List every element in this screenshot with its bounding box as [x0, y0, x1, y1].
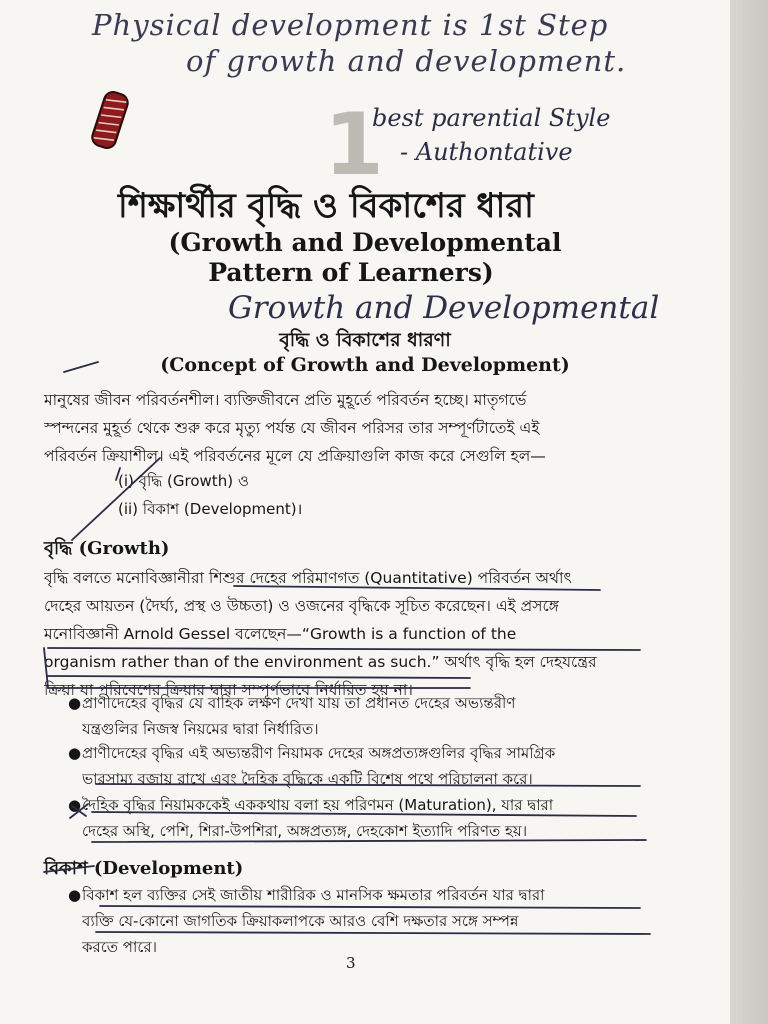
chapter-title-english-line1: (Growth and Developmental: [168, 228, 562, 257]
bullet-dot-icon: ●: [68, 694, 82, 712]
page-edge-shadow: [730, 0, 768, 1024]
intro-line: মানুষের জীবন পরিবর্তনশীল। ব্যক্তিজীবনে প্রতি মুহূর্তে পরিবর্তন হচ্ছে। মাতৃগর্ভে: [44, 391, 527, 409]
intro-paragraph: [44, 386, 644, 470]
bullet-line: বিকাশ হল ব্যক্তির সেই জাতীয় শারীরিক ও মানসিক ক্ষমতার পরিবর্তন যার দ্বারা: [82, 886, 545, 904]
growth-heading: বৃদ্ধি (Growth): [44, 538, 170, 559]
growth-line: মনোবিজ্ঞানী Arnold Gessel বলেছেন—“Growth is a function of the: [44, 625, 517, 643]
growth-line: organism rather than of the environment as such.” অর্থাৎ বৃদ্ধি হল দেহযন্ত্রের: [44, 653, 597, 671]
growth-line: দেহের আয়তন (দৈর্ঘ্য, প্রস্থ ও উচ্চতা) ও ওজনের বৃদ্ধিকে সূচিত করেছেন। এই প্রসঙ্গে: [44, 597, 559, 615]
growth-line: বৃদ্ধি বলতে মনোবিজ্ঞানীরা শিশুর দেহের পরিমাণগত (Quantitative) পরিবর্তন অর্থাৎ: [44, 569, 572, 587]
handwritten-note-top-line2: of growth and development.: [186, 44, 627, 78]
pen-doodle-icon: [88, 86, 132, 154]
bullet-line: ব্যক্তি যে-কোনো জাগতিক ক্রিয়াকলাপকে আরও বেশি দক্ষতার সঙ্গে সম্পন্ন: [82, 912, 519, 930]
bullet-dot-icon: ●: [68, 886, 82, 904]
handwritten-note-top-line1: Physical development is 1st Step: [92, 8, 609, 42]
section-title-concept-bengali: বৃদ্ধি ও বিকাশের ধারণা: [279, 329, 451, 351]
growth-bullet-3: [68, 792, 652, 844]
handwritten-note-parenting-line1: best parential Style: [372, 104, 611, 132]
chapter-title-bengali: শিক্ষার্থীর বৃদ্ধি ও বিকাশের ধারা: [118, 186, 534, 226]
development-heading: বিকাশ (Development): [44, 858, 244, 879]
bullet-line: প্রাণীদেহের বৃদ্ধির যে বাহিক লক্ষণ দেখা যায় তা প্রধানত দেহের অভ্যন্তরীণ: [82, 694, 516, 712]
page-number: 3: [346, 954, 356, 972]
chapter-number: 1: [324, 95, 384, 195]
handwritten-note-under-title: Growth and Developmental: [228, 290, 660, 326]
bullet-line: দৈহিক বৃদ্ধির নিয়ামককেই এককথায় বলা হয় পরিণমন (Maturation), যার দ্বারা: [82, 796, 554, 814]
bullet-line: দেহের অস্থি, পেশি, শিরা-উপশিরা, অঙ্গপ্রত্যঙ্গ, দেহকোশ ইত্যাদি পরিণত হয়।: [82, 822, 528, 840]
growth-line: ক্রিয়া যা পরিবেশের ক্রিয়ার দ্বারা সম্পূর্ণভাবে নির্ধারিত হয় না।: [44, 681, 413, 699]
bullet-line: করতে পারে।: [82, 938, 157, 956]
intro-line: পরিবর্তন ক্রিয়াশীল। এই পরিবর্তনের মূলে যে প্রক্রিয়াগুলি কাজ করে সেগুলি হল—: [44, 447, 546, 465]
bullet-line: ভারসাম্য বজায় রাখে এবং দৈহিক বৃদ্ধিকে একটি বিশেষ পথে পরিচালনা করে।: [82, 770, 533, 788]
development-bullet: [68, 882, 652, 960]
bullet-dot-icon: ●: [68, 796, 82, 814]
intro-line: স্পন্দনের মুহূর্ত থেকে শুরু করে মৃত্যু পর্যন্ত যে জীবন পরিসর তার সম্পূর্ণটাতেই এই: [44, 419, 540, 437]
section-title-concept-english: (Concept of Growth and Development): [160, 354, 570, 376]
process-list-item-growth: (i) বৃদ্ধি (Growth) ও: [118, 472, 249, 490]
bullet-line: প্রাণীদেহের বৃদ্ধির এই অভ্যন্তরীণ নিয়ামক দেহের অঙ্গপ্রত্যঙ্গগুলির বৃদ্ধির সামগ্রিক: [82, 744, 556, 762]
growth-paragraph: [44, 564, 644, 704]
chapter-title-english-line2: Pattern of Learners): [208, 258, 494, 287]
growth-bullet-2: [68, 740, 652, 792]
growth-bullet-1: [68, 690, 652, 742]
bullet-line: যন্ত্রগুলির নিজস্ব নিয়মের দ্বারা নির্ধারিত।: [82, 720, 319, 738]
handwritten-note-parenting-line2: - Authontative: [400, 138, 573, 166]
bullet-dot-icon: ●: [68, 744, 82, 762]
process-list-item-development: (ii) বিকাশ (Development)।: [118, 500, 303, 518]
